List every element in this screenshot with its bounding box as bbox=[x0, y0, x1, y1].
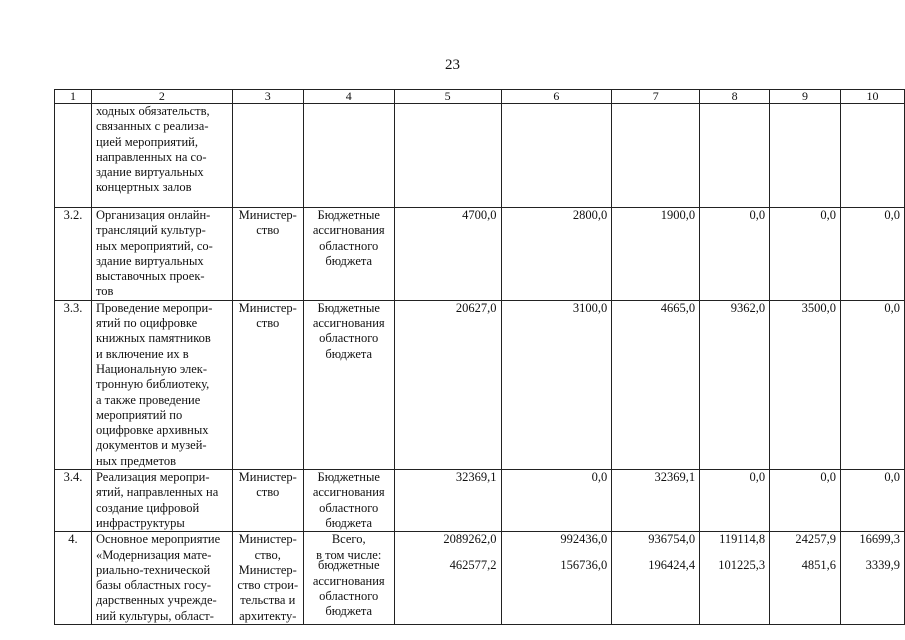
value-year: 0,0 bbox=[840, 470, 904, 532]
value-budget: 156736,0 bbox=[560, 558, 608, 573]
value-year: 0,0 bbox=[770, 208, 841, 301]
row-source: Бюджетные ассигнования областного бюджета bbox=[303, 470, 394, 532]
header-cell: 1 bbox=[55, 90, 92, 104]
value-year bbox=[770, 532, 841, 625]
value-year: 0,0 bbox=[700, 208, 770, 301]
row-name: Организация онлайн- трансляций культур- ных мероприятий, со- здание виртуальных выставочных проек- тов bbox=[91, 208, 232, 301]
header-cell: 7 bbox=[612, 90, 700, 104]
value-year bbox=[612, 104, 700, 208]
row-number: 3.4. bbox=[55, 470, 92, 532]
header-cell: 9 bbox=[770, 90, 841, 104]
value-year: 3100,0 bbox=[501, 300, 612, 469]
value-total: 20627,0 bbox=[394, 300, 501, 469]
row-executor: Министер- ство bbox=[232, 300, 303, 469]
value-year: 4665,0 bbox=[612, 300, 700, 469]
value-year bbox=[501, 104, 612, 208]
header-cell: 4 bbox=[303, 90, 394, 104]
value-year bbox=[700, 532, 770, 625]
value-year: 0,0 bbox=[840, 208, 904, 301]
value-budget: 101225,3 bbox=[718, 558, 766, 573]
row-name: Основное мероприятие «Модернизация мате- риально-технической базы областных госу- дарственных учрежде- ний культуры, област- bbox=[91, 532, 232, 625]
value-year: 3500,0 bbox=[770, 300, 841, 469]
value-total bbox=[394, 532, 501, 625]
value-year: 9362,0 bbox=[700, 300, 770, 469]
header-row bbox=[55, 90, 905, 104]
table-row bbox=[55, 532, 905, 625]
row-source: Бюджетные ассигнования областного бюджета bbox=[303, 208, 394, 301]
header-cell: 5 bbox=[394, 90, 501, 104]
row-source bbox=[303, 532, 394, 625]
value-total: 32369,1 bbox=[394, 470, 501, 532]
row-name: Реализация меропри- ятий, направленных на создание цифровой инфраструктуры bbox=[91, 470, 232, 532]
header-cell: 8 bbox=[700, 90, 770, 104]
value-all: 2089262,0 bbox=[443, 532, 497, 547]
value-total bbox=[394, 104, 501, 208]
value-year: 0,0 bbox=[770, 470, 841, 532]
value-budget: 4851,6 bbox=[801, 558, 836, 573]
row-source bbox=[303, 104, 394, 208]
value-year: 2800,0 bbox=[501, 208, 612, 301]
row-name: ходных обязательств, связанных с реализа- цией мероприятий, направленных на со- здание виртуальных концертных залов bbox=[91, 104, 232, 208]
row-name: Проведение меропри- ятий по оцифровке книжных памятников и включение их в Национальную элек- тронную библиотеку, а также проведение мероприятий по оцифровке архивных документов и музей- ных предметов bbox=[91, 300, 232, 469]
row-executor bbox=[232, 104, 303, 208]
row-executor: Министер- ство, Министер- ство строи- тельства и архитекту- bbox=[232, 532, 303, 625]
value-year: 0,0 bbox=[700, 470, 770, 532]
value-all: 119114,8 bbox=[719, 532, 766, 547]
value-year bbox=[612, 532, 700, 625]
value-budget: 196424,4 bbox=[648, 558, 696, 573]
row-number bbox=[55, 104, 92, 208]
table-row bbox=[55, 300, 905, 469]
header-cell: 10 bbox=[840, 90, 904, 104]
value-year bbox=[840, 532, 904, 625]
value-budget: 3339,9 bbox=[865, 558, 900, 573]
value-year bbox=[770, 104, 841, 208]
source-budget-label: бюджетные ассигнования областного бюджета bbox=[312, 558, 385, 619]
row-source: Бюджетные ассигнования областного бюджета bbox=[303, 300, 394, 469]
row-executor: Министер- ство bbox=[232, 470, 303, 532]
value-total: 4700,0 bbox=[394, 208, 501, 301]
page-number: 23 bbox=[445, 57, 460, 73]
value-year bbox=[840, 104, 904, 208]
row-number: 3.2. bbox=[55, 208, 92, 301]
value-all: 16699,3 bbox=[859, 532, 900, 547]
value-all: 992436,0 bbox=[560, 532, 608, 547]
header-cell: 2 bbox=[91, 90, 232, 104]
value-year: 0,0 bbox=[501, 470, 612, 532]
value-budget: 462577,2 bbox=[449, 558, 497, 573]
table-row bbox=[55, 104, 905, 208]
row-number: 4. bbox=[55, 532, 92, 625]
value-year: 0,0 bbox=[840, 300, 904, 469]
table-row bbox=[55, 208, 905, 301]
header-cell: 6 bbox=[501, 90, 612, 104]
value-year: 1900,0 bbox=[612, 208, 700, 301]
row-number: 3.3. bbox=[55, 300, 92, 469]
table-row bbox=[55, 470, 905, 532]
header-cell: 3 bbox=[232, 90, 303, 104]
value-all: 24257,9 bbox=[795, 532, 836, 547]
value-year bbox=[700, 104, 770, 208]
value-year: 32369,1 bbox=[612, 470, 700, 532]
value-year bbox=[501, 532, 612, 625]
value-all: 936754,0 bbox=[648, 532, 696, 547]
program-table bbox=[54, 89, 905, 625]
row-executor: Министер- ство bbox=[232, 208, 303, 301]
source-total-label: Всего, в том числе: bbox=[316, 532, 382, 562]
